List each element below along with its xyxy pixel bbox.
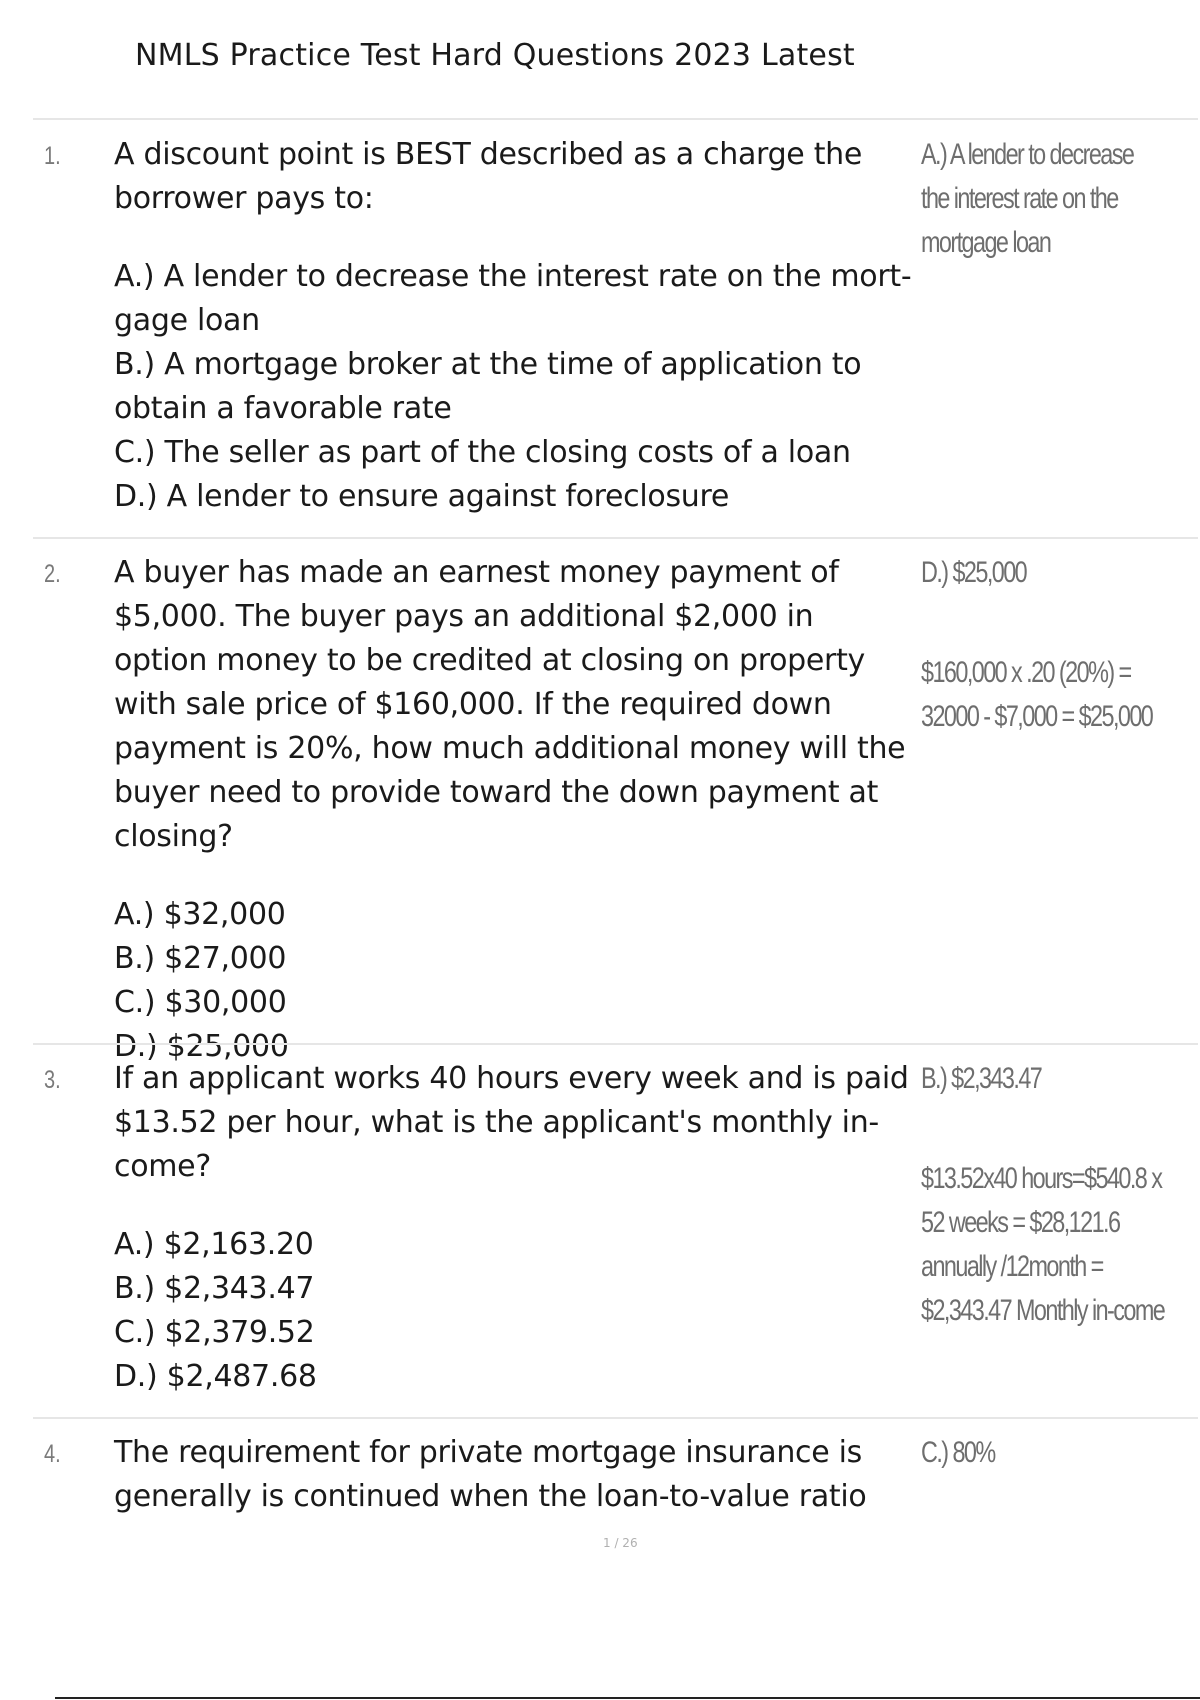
- option-b: B.) A mortgage broker at the time of application to obtain a favorable rate: [114, 347, 862, 426]
- question-stem: A discount point is BEST described as a charge the borrower pays to:: [114, 137, 863, 216]
- answer-explanation: $13.52x40 hours=$540.8 x 52 weeks = $28,121.6 annually /12month = $2,343.47 Monthly in-come: [921, 1162, 1165, 1327]
- answer-text: C.) 80%: [921, 1436, 995, 1469]
- divider: [33, 537, 1198, 539]
- divider: [33, 1043, 1198, 1045]
- option-a: A.) A lender to decrease the interest rate on the mort-gage loan: [114, 259, 912, 338]
- answer-text: A.) A lender to decrease the interest rate on the mortgage loan: [921, 138, 1134, 259]
- question-stem: The requirement for private mortgage insurance is generally is continued when the loan-to-value ratio: [114, 1435, 867, 1514]
- divider: [33, 118, 1198, 120]
- options-list: [114, 1223, 914, 1399]
- question-3: [114, 1057, 914, 1399]
- option-b: B.) $2,343.47: [114, 1271, 315, 1306]
- option-c: C.) The seller as part of the closing costs of a loan: [114, 435, 851, 470]
- option-a: A.) $32,000: [114, 897, 286, 932]
- option-d: D.) $2,487.68: [114, 1359, 317, 1394]
- option-a: A.) $2,163.20: [114, 1227, 314, 1262]
- option-d: D.) A lender to ensure against foreclosure: [114, 479, 730, 514]
- option-b: B.) $27,000: [114, 941, 287, 976]
- option-c: C.) $30,000: [114, 985, 287, 1020]
- question-stem: A buyer has made an earnest money payment of $5,000. The buyer pays an additional $2,000 in option money to be credited at closing on property with sale price of $160,000. If the required down payment is 20%, how much additional money will the buyer need to provide toward the down payment at closing?: [114, 555, 906, 854]
- document-title: NMLS Practice Test Hard Questions 2023 Latest: [135, 38, 855, 73]
- question-number: 2.: [44, 560, 61, 588]
- answer-2: [921, 551, 1186, 739]
- footer-divider: [55, 1697, 1200, 1699]
- answer-text: B.) $2,343.47: [921, 1062, 1042, 1095]
- option-c: C.) $2,379.52: [114, 1315, 315, 1350]
- question-2: [114, 551, 914, 1069]
- question-number: 3.: [44, 1066, 61, 1094]
- question-4: [114, 1431, 914, 1519]
- answer-1: [921, 133, 1155, 265]
- question-number: 4.: [44, 1440, 61, 1468]
- answer-4: [921, 1431, 1186, 1475]
- question-1: [114, 133, 914, 519]
- answer-3: [921, 1057, 1186, 1333]
- answer-text: D.) $25,000: [921, 556, 1027, 589]
- divider: [33, 1417, 1198, 1419]
- options-list: [114, 255, 914, 519]
- answer-explanation: $160,000 x .20 (20%) = 32000 - $7,000 = $25,000: [921, 656, 1153, 733]
- page-number: 1 / 26: [603, 1536, 638, 1550]
- question-stem: If an applicant works 40 hours every week and is paid $13.52 per hour, what is the applicant's monthly in-come?: [114, 1061, 909, 1184]
- option-d: D.) $25,000: [114, 1029, 289, 1064]
- question-number: 1.: [44, 142, 61, 170]
